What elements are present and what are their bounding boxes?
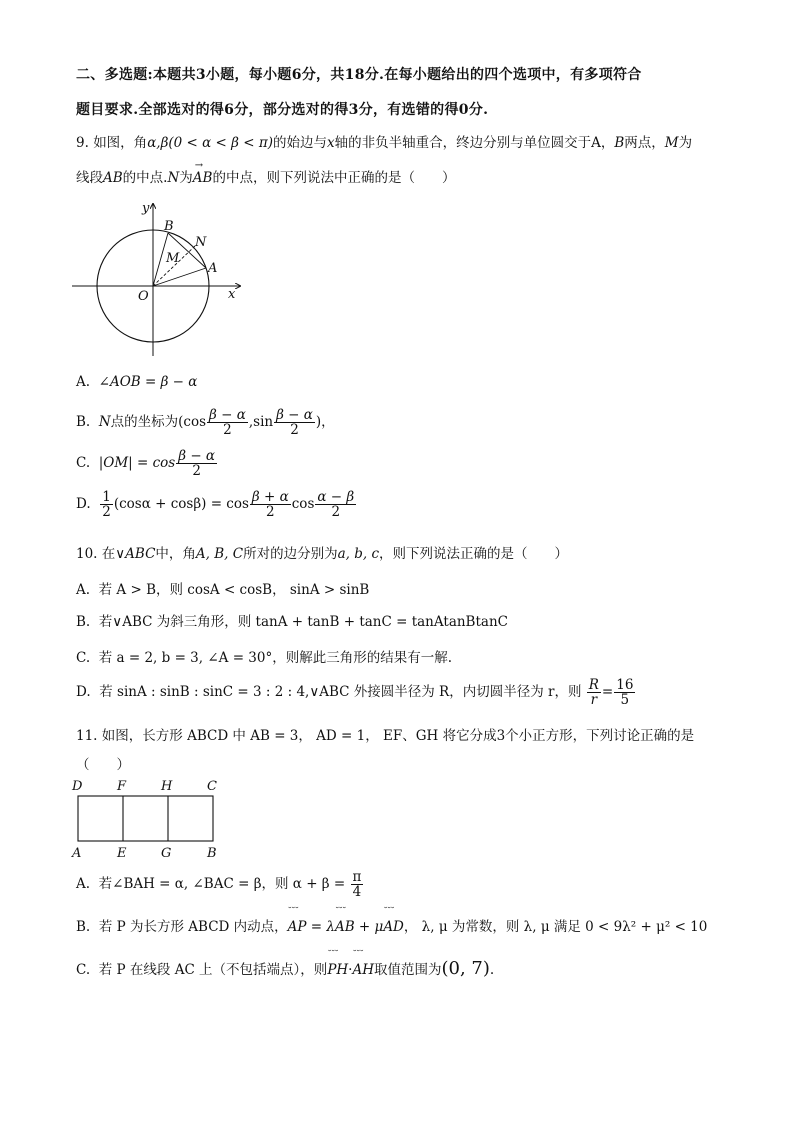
q9-number: 9. <box>76 135 89 151</box>
q10-text: 在∨ <box>101 546 126 562</box>
q11-option-b <box>76 915 707 935</box>
label-f: F <box>117 779 127 794</box>
fraction <box>315 490 356 519</box>
label-y: y <box>142 201 150 216</box>
q11-text: 取值范围为 <box>374 962 442 978</box>
label-a: A <box>208 261 218 276</box>
option-label: D. <box>76 496 91 513</box>
q9-option-d <box>76 490 357 519</box>
q11-text: 若 P 为长方形 ABCD 内动点， <box>98 919 288 935</box>
q9-text: (cos <box>178 414 207 431</box>
option-label: B. <box>76 919 91 935</box>
fraction <box>274 408 315 437</box>
q11-number: 11. <box>76 728 98 744</box>
frac-den: 2 <box>223 422 232 439</box>
q9-text: ,sin <box>248 414 274 431</box>
q9-text: (cosα + cosβ) = cos <box>113 496 249 513</box>
label-g: G <box>161 846 172 861</box>
q10-angles: A, B, C <box>195 546 244 562</box>
q9-option-b <box>76 408 335 437</box>
frac-num: R <box>588 677 599 693</box>
q10-sides: a, b, c <box>337 546 380 562</box>
q10-text: = <box>601 684 614 701</box>
q10-text: 所对的边分别为 <box>243 546 338 562</box>
frac-num: 1 <box>102 489 111 505</box>
q9-segment-ab: AB <box>103 170 123 186</box>
q9-n-var: N <box>98 414 111 431</box>
fraction <box>207 408 248 437</box>
q10-stem <box>76 542 568 562</box>
q9-arc-ab: → AB <box>193 170 213 186</box>
q11-stem-line2: （ ） <box>76 757 130 773</box>
q9-option-a-text: ∠AOB = β − α <box>98 374 198 390</box>
section-heading-line2: 题目要求.全部选对的得6分，部分选对的得3分，有选错的得0分. <box>76 102 489 118</box>
section-heading-line1: 二、多选题:本题共3小题，每小题6分，共18分.在每小题给出的四个选项中，有多项符合 <box>76 67 642 83</box>
label-a: A <box>72 846 82 861</box>
q11-text: 若 P 在线段 AC 上（不包括端点），则 <box>98 962 328 978</box>
q9-stem-line1 <box>76 131 692 151</box>
q9-text: 的中点，则下列说法中正确的是（ ） <box>212 170 456 186</box>
q10-text: ，则下列说法正确的是（ ） <box>379 546 569 562</box>
q11-range: (0, 7) <box>441 958 490 979</box>
q9-unit-circle-figure <box>70 196 250 358</box>
q9-option-a <box>76 374 197 390</box>
frac-den: 2 <box>102 504 111 521</box>
option-label: B. <box>76 414 91 431</box>
option-label: B. <box>76 614 91 630</box>
frac-num: α − β <box>317 489 355 505</box>
q9-x-var: x <box>327 135 335 151</box>
frac-den: 2 <box>192 463 201 480</box>
q9-text: 为 <box>179 170 193 186</box>
q11-option-a-text: 若∠BAH = α, ∠BAC = β，则 α + β = <box>98 876 346 893</box>
q10-option-c-text: 若 a = 2, b = 3, ∠A = 30°，则解此三角形的结果有一解. <box>98 650 453 666</box>
q9-text: 如图，角 <box>93 135 148 151</box>
q9-text: 的中点. <box>122 170 168 186</box>
option-label: C. <box>76 650 91 666</box>
q10-option-a-text: 若 A > B，则 cosA < cosB， sinA > sinB <box>98 582 370 598</box>
q9-text: 两点， <box>624 135 665 151</box>
q9-option-c <box>76 449 218 478</box>
q9-stem-line2 <box>76 166 455 186</box>
q9-text: 轴的非负半轴重合，终边分别与单位圆交于A， <box>334 135 615 151</box>
frac-den: 4 <box>352 884 362 901</box>
label-o: O <box>138 289 149 304</box>
frac-num: β + α <box>251 489 289 505</box>
q10-option-d <box>76 678 636 707</box>
q11-option-a <box>76 870 364 899</box>
frac-num: π <box>352 869 362 885</box>
q10-option-b <box>76 610 508 630</box>
q9-angle-condition: α,β(0 < α < β < π) <box>147 135 273 151</box>
frac-den: 2 <box>266 504 275 521</box>
q10-option-a <box>76 578 369 598</box>
label-m: M <box>166 251 180 266</box>
q11-text: = λ <box>310 919 335 935</box>
q9-text: cos <box>291 496 315 513</box>
frac-den: 2 <box>290 422 299 439</box>
frac-den: r <box>590 692 598 709</box>
vector-ap: ˘˘˘ AP <box>288 919 307 935</box>
q11-rectangle-figure <box>70 776 230 862</box>
q9-text: 点的坐标为 <box>110 414 179 431</box>
option-label: D. <box>76 684 91 701</box>
q9-text: 为 <box>678 135 693 151</box>
q11-text: 如图，长方形 ABCD 中 AB = 3， AD = 1， EF、GH 将它分成3个小正方形，下列讨论正确的是 <box>101 728 695 744</box>
frac-den: 2 <box>331 504 341 521</box>
q9-b-var: B <box>614 135 625 151</box>
label-c: C <box>207 779 217 794</box>
q9-m-var: M <box>664 135 679 151</box>
q10-option-d-text: 若 sinA : sinB : sinC = 3 : 2 : 4,∨ABC 外接圆半径为 R，内切圆半径为 r，则 <box>99 684 582 701</box>
q10-triangle: ABC <box>125 546 156 562</box>
option-label: A. <box>76 374 91 390</box>
q10-text: 中，角 <box>155 546 196 562</box>
label-d: D <box>72 779 83 794</box>
q9-text: 的始边与 <box>273 135 327 151</box>
fraction <box>614 678 635 707</box>
option-label: A. <box>76 582 91 598</box>
vector-ad: ˘˘˘ AD <box>383 919 404 935</box>
q11-text: · <box>348 962 353 978</box>
vector-ah: ˘˘˘ AH <box>352 962 374 978</box>
label-b: B <box>207 846 217 861</box>
q9-text: )， <box>315 414 335 431</box>
q10-number: 10. <box>76 546 98 562</box>
option-label: C. <box>76 455 91 472</box>
q11-text: + μ <box>358 919 384 935</box>
q9-n-var: N <box>167 170 180 186</box>
vector-ph: ˘˘˘ PH <box>327 962 348 978</box>
frac-num: β − α <box>276 407 313 423</box>
frac-num: 16 <box>616 677 634 693</box>
label-b: B <box>164 219 174 234</box>
fraction <box>100 490 113 519</box>
fraction <box>587 678 601 707</box>
label-x: x <box>228 287 236 302</box>
fraction <box>351 870 364 899</box>
frac-num: β − α <box>178 448 216 464</box>
option-label: A. <box>76 876 91 893</box>
ray-oa <box>153 268 206 286</box>
q11-text: . <box>489 962 495 978</box>
rectangle-abcd <box>78 796 213 841</box>
q10-option-c <box>76 646 452 666</box>
frac-num: β − α <box>209 407 246 423</box>
label-e: E <box>117 846 127 861</box>
q11-text: ， λ, μ 为常数，则 λ, μ 满足 0 < 9λ² + μ² < 10 <box>403 919 708 935</box>
fraction <box>176 449 217 478</box>
fraction <box>250 490 291 519</box>
option-label: C. <box>76 962 91 978</box>
q11-stem-line1 <box>76 724 694 744</box>
q9-text: 线段 <box>76 170 103 186</box>
label-n: N <box>195 235 207 250</box>
q11-option-c <box>76 958 494 979</box>
q9-text: |OM| = cos <box>98 455 176 472</box>
q10-option-b-text: 若∨ABC 为斜三角形，则 tanA + tanB + tanC = tanAtanBtanC <box>98 614 508 630</box>
frac-den: 5 <box>620 692 630 709</box>
vector-ab: ˘˘˘ AB <box>335 919 355 935</box>
label-h: H <box>161 779 173 794</box>
